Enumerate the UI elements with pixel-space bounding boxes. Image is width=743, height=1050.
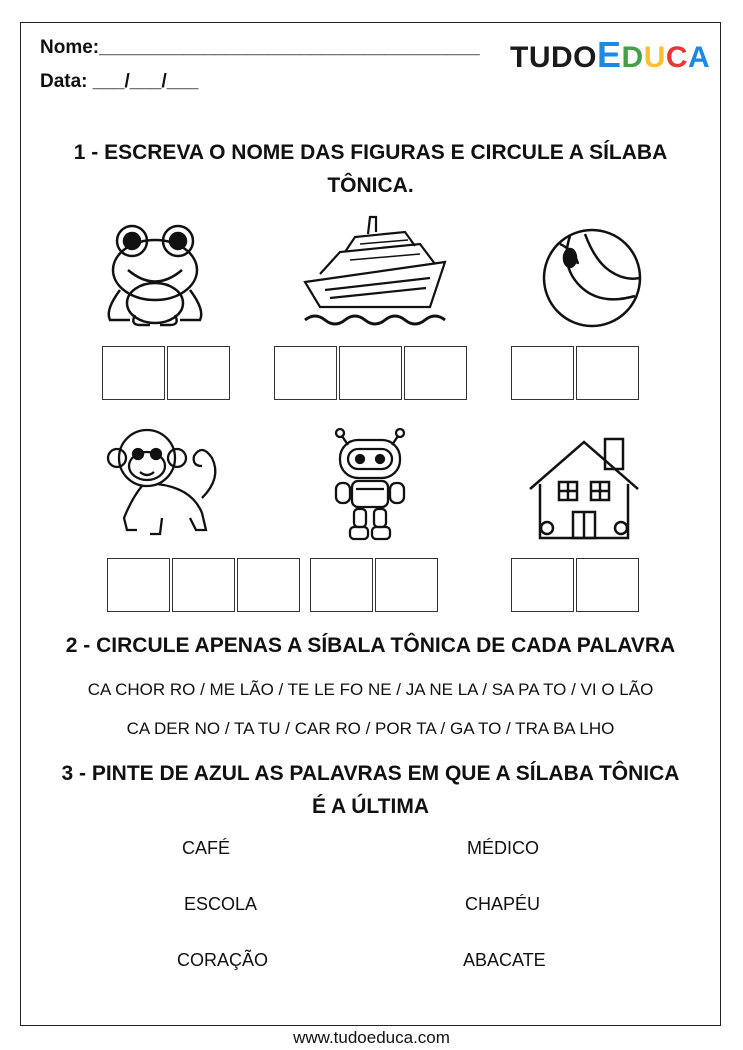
word-item[interactable]: MÉDICO <box>467 838 539 858</box>
answer-box[interactable] <box>237 558 300 612</box>
house-icon <box>525 434 643 542</box>
logo-tudo: TUDO <box>510 41 597 74</box>
robot-icon <box>330 425 410 543</box>
monkey-icon <box>102 418 227 543</box>
answer-box[interactable] <box>310 558 373 612</box>
logo-letter: D <box>621 41 644 74</box>
section1-title-line2: TÔNICA. <box>327 174 414 197</box>
logo-e: E <box>597 34 622 75</box>
word-item[interactable]: ESCOLA <box>184 894 258 914</box>
answer-box[interactable] <box>404 346 467 400</box>
syllable-line-2: CA DER NO / TA TU / CAR RO / POR TA / GA TO / TRA BA LHO <box>126 719 615 738</box>
answer-box[interactable] <box>375 558 438 612</box>
logo-letter: U <box>643 41 666 74</box>
section1-title-line1: 1 - ESCREVA O NOME DAS FIGURAS E CIRCULE A SÍLABA <box>73 141 668 164</box>
section2-title: 2 - CIRCULE APENAS A SÍBALA TÔNICA DE CADA PALAVRA <box>65 634 676 657</box>
frog-icon <box>100 215 210 330</box>
answer-box[interactable] <box>172 558 235 612</box>
answer-box[interactable] <box>576 346 639 400</box>
syllable-line-1: CA CHOR RO / ME LÃO / TE LE FO NE / JA NE LA / SA PA TO / VI O LÃO <box>87 680 654 699</box>
answer-box[interactable] <box>274 346 337 400</box>
word-item[interactable]: ABACATE <box>463 950 546 970</box>
logo-duca <box>622 41 711 74</box>
answer-box[interactable] <box>167 346 230 400</box>
tudoeduca-logo <box>510 34 710 76</box>
logo-letter: C <box>665 41 689 74</box>
answer-box[interactable] <box>102 346 165 400</box>
word-item[interactable]: CORAÇÃO <box>177 950 269 970</box>
ball-icon <box>540 226 644 330</box>
answer-box[interactable] <box>576 558 639 612</box>
word-item[interactable]: CAFÉ <box>182 838 231 858</box>
section3-title-line1: 3 - PINTE DE AZUL AS PALAVRAS EM QUE A SÍLABA TÔNICA <box>61 762 680 785</box>
answer-box[interactable] <box>107 558 170 612</box>
name-field-label: Nome:____________________________________ <box>40 37 480 58</box>
answer-box[interactable] <box>511 558 574 612</box>
section3-title <box>20 757 721 823</box>
logo-letter: A <box>688 41 711 74</box>
answer-box[interactable] <box>511 346 574 400</box>
section1-title <box>20 136 721 202</box>
section3-title-line2: É A ÚLTIMA <box>311 795 430 818</box>
ship-icon <box>300 212 450 332</box>
footer-url[interactable]: www.tudoeduca.com <box>293 1028 450 1047</box>
word-item[interactable]: CHAPÉU <box>465 894 541 914</box>
date-field-label: Data: ___/___/___ <box>40 71 199 92</box>
answer-box[interactable] <box>339 346 402 400</box>
